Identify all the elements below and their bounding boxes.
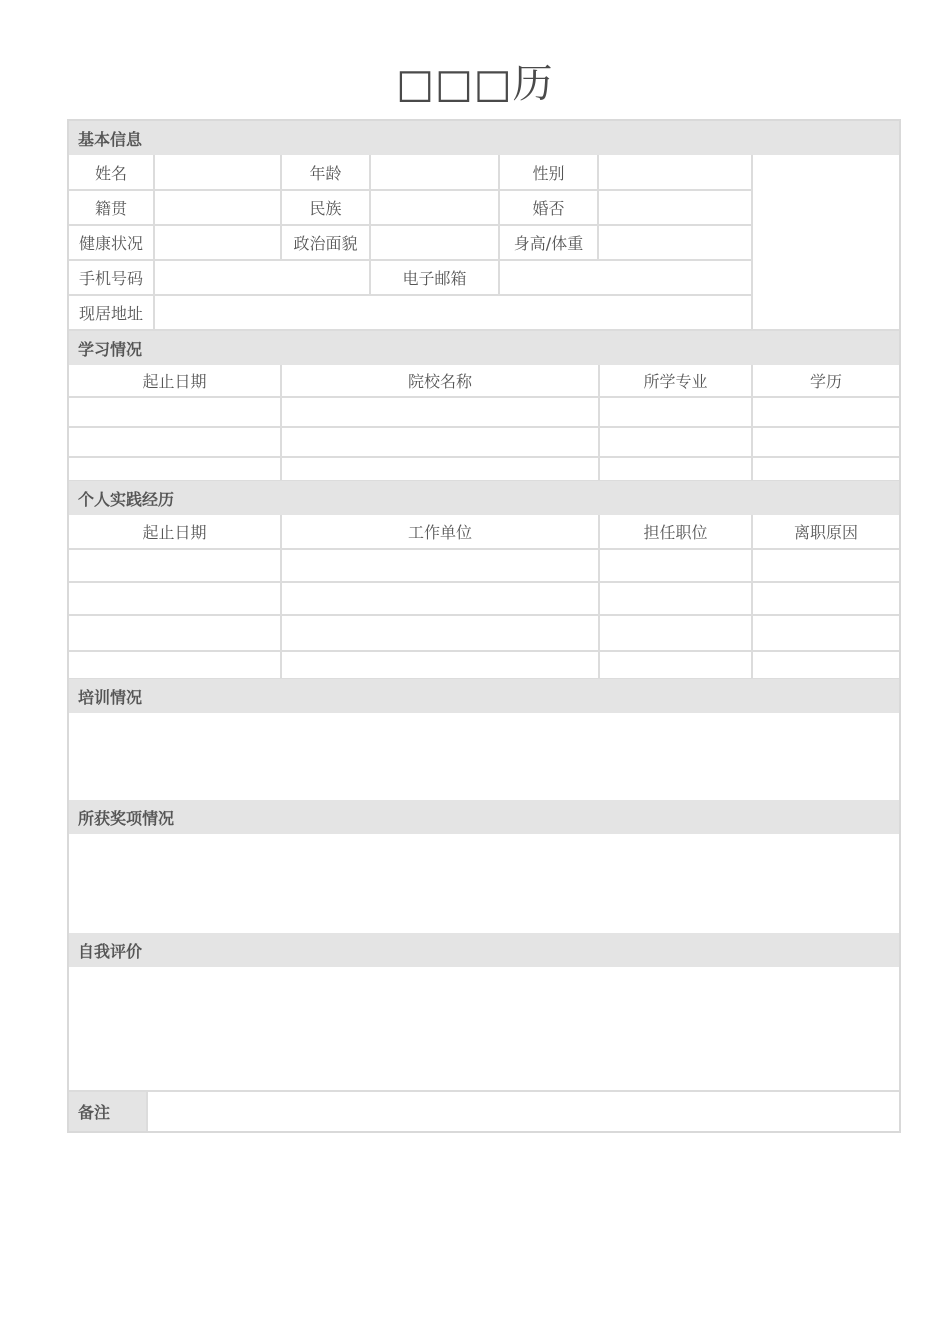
photo-area[interactable] [752,155,899,330]
health-label: 健康状况 [69,225,154,260]
gender-field[interactable] [598,155,752,190]
marital-label: 婚否 [499,190,598,225]
education-col-dates: 起止日期 [69,365,281,397]
table-cell[interactable] [752,397,899,427]
section-header-awards: 所获奖项情况 [69,800,899,834]
table-cell[interactable] [752,457,899,481]
basic-info-table [69,155,899,331]
table-cell[interactable] [69,397,281,427]
table-row [69,427,899,457]
table-cell[interactable] [599,615,752,651]
age-field[interactable] [370,155,499,190]
table-cell[interactable] [281,549,599,582]
political-label: 政治面貌 [281,225,370,260]
political-field[interactable] [370,225,499,260]
phone-label: 手机号码 [69,260,154,295]
table-cell[interactable] [281,397,599,427]
section-header-self-evaluation: 自我评价 [69,933,899,967]
table-cell[interactable] [69,457,281,481]
phone-field[interactable] [154,260,370,295]
gender-label: 性别 [499,155,598,190]
name-label: 姓名 [69,155,154,190]
table-cell[interactable] [69,615,281,651]
experience-col-leave-reason: 离职原因 [752,515,899,549]
table-cell[interactable] [599,397,752,427]
table-row [69,651,899,679]
training-textarea[interactable] [69,713,899,799]
education-table [69,365,899,482]
remarks-field[interactable] [146,1092,899,1131]
remarks-label: 备注 [69,1092,146,1131]
table-cell[interactable] [69,582,281,615]
origin-label: 籍贯 [69,190,154,225]
section-header-experience: 个人实践经历 [69,481,899,515]
table-cell[interactable] [599,651,752,679]
section-header-education: 学习情况 [69,331,899,365]
experience-table [69,515,899,680]
experience-col-dates: 起止日期 [69,515,281,549]
self-evaluation-textarea[interactable] [69,967,899,1090]
table-cell[interactable] [752,427,899,457]
table-row [69,457,899,481]
education-col-degree: 学历 [752,365,899,397]
table-cell[interactable] [69,651,281,679]
ethnicity-field[interactable] [370,190,499,225]
table-cell[interactable] [599,427,752,457]
health-field[interactable] [154,225,281,260]
marital-field[interactable] [598,190,752,225]
experience-col-position: 担任职位 [599,515,752,549]
height-weight-field[interactable] [598,225,752,260]
table-cell[interactable] [599,582,752,615]
page-title: □□□历 [396,61,554,107]
table-cell[interactable] [69,549,281,582]
address-field[interactable] [154,295,752,330]
table-row [69,397,899,427]
table-cell[interactable] [69,427,281,457]
table-row [69,582,899,615]
education-col-major: 所学专业 [599,365,752,397]
table-cell[interactable] [599,549,752,582]
table-cell[interactable] [281,615,599,651]
resume-form [67,119,901,1133]
ethnicity-label: 民族 [281,190,370,225]
email-field[interactable] [499,260,752,295]
table-cell[interactable] [752,651,899,679]
origin-field[interactable] [154,190,281,225]
table-cell[interactable] [599,457,752,481]
name-field[interactable] [154,155,281,190]
education-col-school: 院校名称 [281,365,599,397]
email-label: 电子邮箱 [370,260,499,295]
table-cell[interactable] [281,427,599,457]
height-weight-label: 身高/体重 [499,225,598,260]
table-cell[interactable] [281,651,599,679]
table-row [69,549,899,582]
table-cell[interactable] [281,582,599,615]
section-header-training: 培训情况 [69,679,899,713]
table-cell[interactable] [281,457,599,481]
table-cell[interactable] [752,615,899,651]
table-row [69,615,899,651]
address-label: 现居地址 [69,295,154,330]
table-cell[interactable] [752,549,899,582]
age-label: 年龄 [281,155,370,190]
experience-col-employer: 工作单位 [281,515,599,549]
awards-textarea[interactable] [69,834,899,932]
table-cell[interactable] [752,582,899,615]
section-header-basic-info: 基本信息 [69,121,899,155]
